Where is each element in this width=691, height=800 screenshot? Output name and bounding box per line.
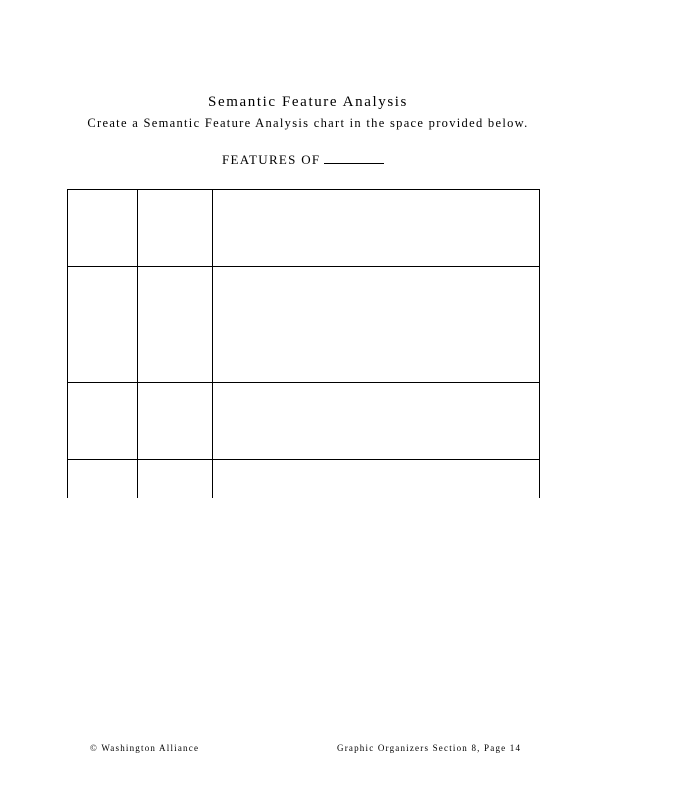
page-title: Semantic Feature Analysis (208, 94, 408, 110)
chart-column-divider-1 (137, 189, 138, 498)
chart-column-divider-2 (212, 189, 213, 498)
features-blank-line (324, 152, 384, 164)
chart-row-divider-2 (67, 382, 540, 383)
instructions-text: Create a Semantic Feature Analysis chart in the space provided below. (87, 116, 529, 130)
chart-border-top (67, 189, 540, 190)
semantic-feature-chart (67, 189, 540, 498)
features-heading (222, 152, 384, 168)
footer-copyright: © Washington Alliance (90, 743, 200, 753)
footer-page-info: Graphic Organizers Section 8, Page 14 (337, 743, 522, 753)
chart-border-right (539, 189, 540, 498)
chart-border-left (67, 189, 68, 498)
chart-row-divider-1 (67, 266, 540, 267)
chart-row-divider-3 (67, 459, 540, 460)
features-label: FEATURES OF (222, 152, 321, 167)
